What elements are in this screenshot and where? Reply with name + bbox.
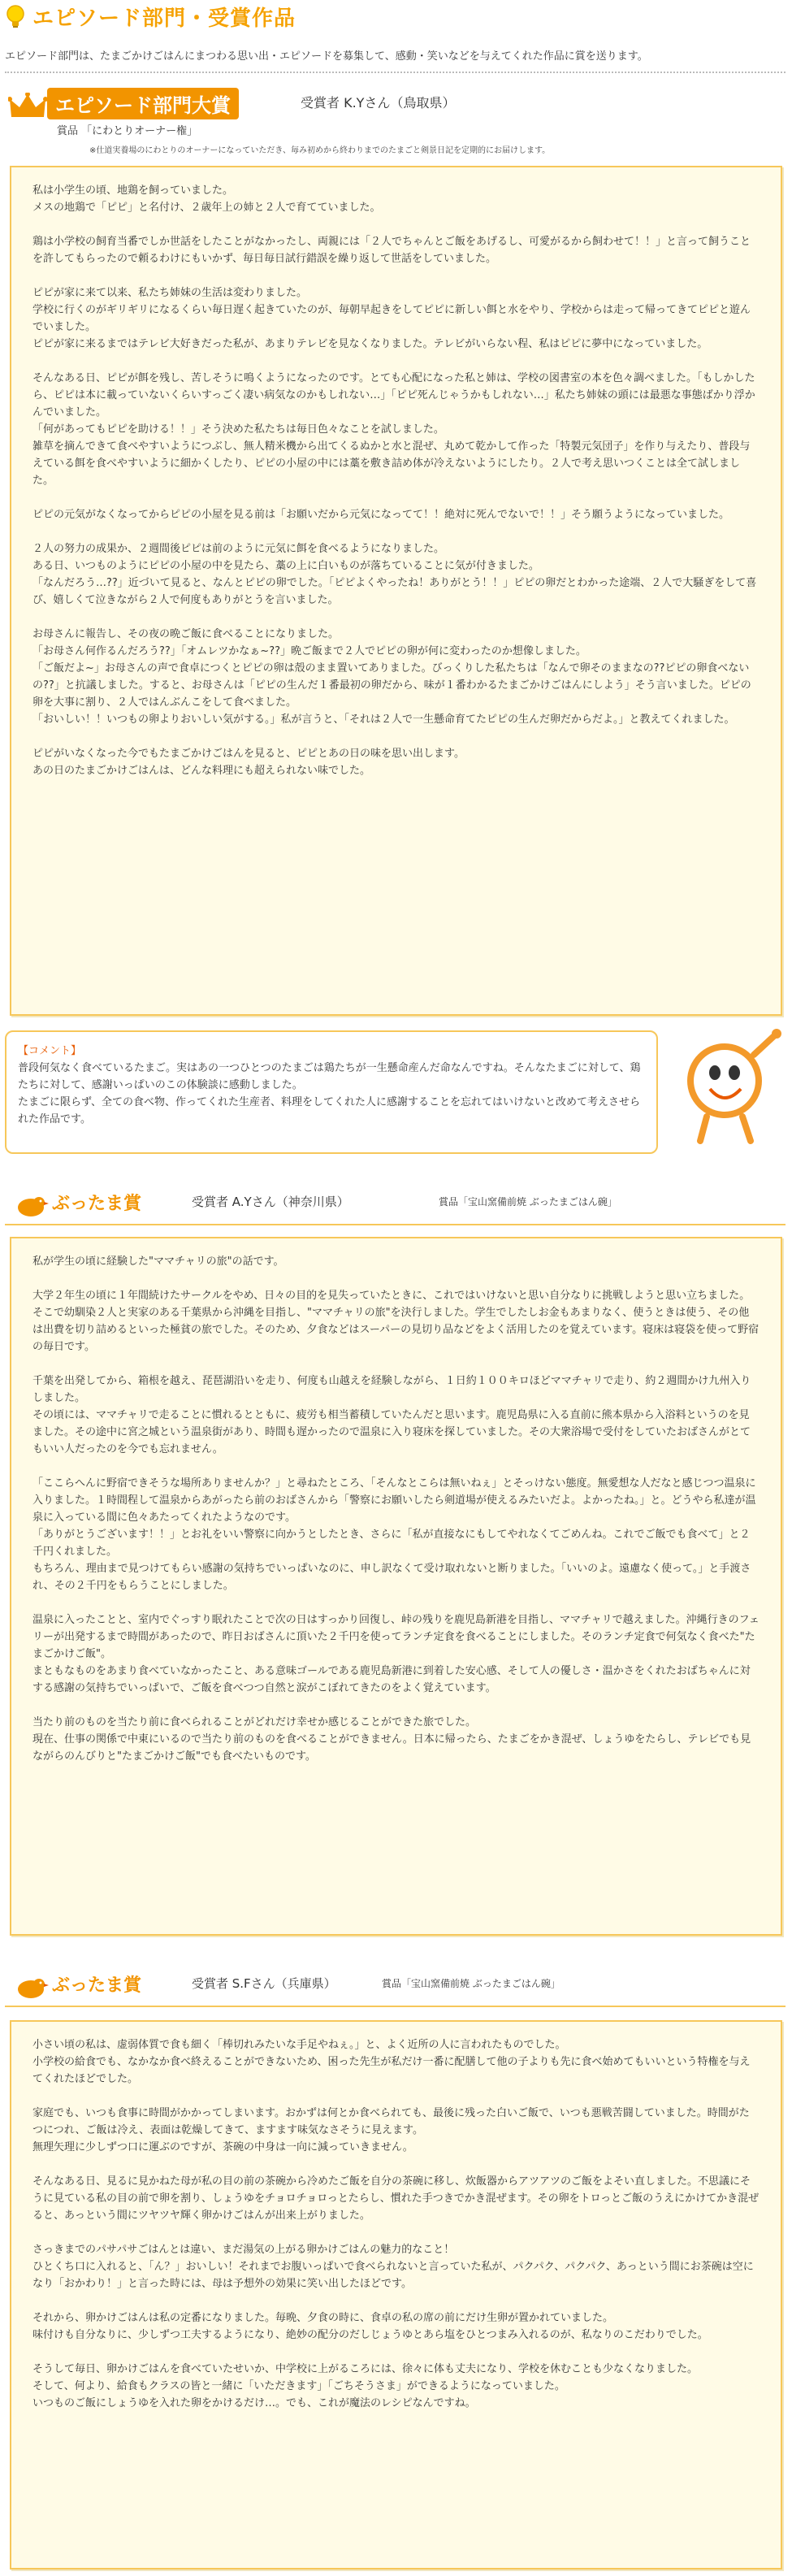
story-paragraph: 当たり前のものを当たり前に食べられることがどれだけ幸せか感じることができた旅でした。 現在、仕事の関係で中東にいるので当たり前のものを食べることができません。日本に帰ったら、たまごをかき混ぜ、しょうゆをたらし、テレビでも見ながらのんびりと"たまごかけご飯"でも食べたいものです。: [32, 1716, 751, 1763]
story-paragraph: 私は小学生の頃、地鶏を飼っていました。 メスの地鶏で「ピピ」と名付け、２歳年上の姉と２人で育てていました。: [32, 184, 381, 214]
grand-prize-note: ※仕道実養場のにわとりのオーナーになっていただき、毎み初めから終わりまでのたまごと剣景日記を定期的にお届けします。: [89, 146, 551, 155]
comment-box: [5, 1030, 658, 1154]
butta-prize-1-underline: [5, 1224, 786, 1225]
story-paragraph: そんなある日、ピピが餌を残し、苦しそうに鳴くようになったのです。とても心配になった私と姉は、学校の図書室の本を色々調べました。「もしかしたら、ピピは本に載っていないくらいすっごく凄い病気なのかもしれない…」「ピピ死んじゃうかもしれない…」私たち姉妹の頭には最悪な事態ばかり浮かんでいました。 「何があってもピピを助ける！！」そう決めた私たちは毎日色々なことを試しました。 雑草を摘んできて食べやすいようにつぶし、無人精米機から出てくるぬかと水と混ぜ、丸めて乾かして作った「特製元気団子」を作り与えたり、普段与えている餌を食べやすいように細かくしたり、ピピの小屋の中には藁を敷き詰め体が冷えないようにしたり。２人で考え思いつくことは全て試しました。: [32, 372, 755, 487]
story-paragraph: そんなある日、見るに見かねた母が私の目の前の茶碗から冷めたご飯を自分の茶碗に移し、炊飯器からアツアツのご飯をよそい直しました。不思議にそうに見ている私の目の前で卵を割り、しょうゆをチョロチョロっとたらし、慣れた手つきでかき混ぜます。その卵をトロっとご飯のうえにかけてかき混ぜると、あっという間にツヤツヤ輝く卵かけごはんが出来上がりました。: [32, 2175, 760, 2222]
story-paragraph: ピピがいなくなった今でもたまごかけごはんを見ると、ピピとあの日の味を思い出します。 あの日のたまごかけごはんは、どんな料理にも超えられない味でした。: [32, 748, 465, 777]
butta-2-story-box: [10, 2020, 782, 2569]
story-paragraph: 大学２年生の頃に１年間続けたサークルをやめ、日々の目的を見失っていたときに、これではいけないと思い自分なりに挑戦しようと思い立ちました。 そこで幼馴染２人と実家のある千葉県から沖縄を目指し、"ママチャリの旅"を決行しました。学生でしたしお金もあまりなく、使うときは使う、その他は出費を切り詰めるといった極貧の旅でした。そのため、夕食などはスーパーの見切り品などをよく活用したのを覚えています。寝床は寝袋を使って野宿の毎日です。: [32, 1290, 760, 1353]
page-lead: エピソード部門は、たまごかけごはんにまつわる思い出・エピソードを募集して、感動・笑いなどを与えてくれた作品に賞を送ります。: [5, 50, 648, 63]
butta-2-story-text: [11, 2022, 781, 2425]
story-paragraph: ピピの元気がなくなってからピピの小屋を見る前は「お願いだから元気になってて！！絶対に死んでないで！！」そう願うようになっていました。: [32, 509, 730, 521]
crown-icon: [8, 93, 47, 120]
story-paragraph: ２人の努力の成果か、２週間後ピピは前のように元気に餌を食べるようになりました。 ある日、いつものようにピピの小屋の中を見たら、藁の上に白いものが落ちていることに気が付きました。 「なんだろう…??」近づいて見ると、なんとピピの卵でした。「ピピよくやったね！ありがとう！！」ピピの卵だとわかった途端、２人で大騒ぎをして喜び、嬉しくて泣きながら２人で何度もありがとうを言いました。: [32, 543, 757, 606]
story-paragraph: 私が学生の頃に経験した"ママチャリの旅"の話です。: [32, 1255, 284, 1268]
grand-story-box: [10, 166, 782, 1016]
story-paragraph: 千葉を出発してから、箱根を越え、琵琶湖沿いを走り、何度も山越えを経験しながら、１日約１００キロほどママチャリで走り、約２週間かけ九州入りしました。 その頃には、ママチャリで走ることに慣れるとともに、疲労も相当蓄積していたんだと思います。鹿児島県に入る直前に熊本県から入浴料というのを見ました。その途中に宮之城という温泉街があり、時間も遅かったので温泉に入り寝床を探していました。その大衆浴場で受付をしていたおばさんがとてもいい人だったのを今でも忘れません。: [32, 1375, 751, 1455]
comment-label: 【コメント】: [18, 1045, 82, 1057]
butta-prize-2-winner: 受賞者 S.Fさん（兵庫県）: [192, 1976, 336, 1991]
page-header: [0, 0, 792, 33]
divider: [5, 72, 786, 73]
butta-1-story-text: [11, 1238, 781, 1778]
butta-prize-2-underline: [5, 2006, 786, 2007]
butta-1-story-box: [10, 1237, 782, 1936]
story-paragraph: さっきまでのパサパサごはんとは違い、まだ湯気の上がる卵かけごはんの魅力的なこと！ ひとくち口に入れると、「ん？」おいしい！それまでお腹いっぱいで食べられないと言っていた私が、パクパク、パクパク、あっという間にお茶碗は空になり「おかわり！」と言った時には、母は予想外の効果に笑い出したほどです。: [32, 2244, 754, 2290]
story-paragraph: 「ここらへんに野宿できそうな場所ありませんか？」と尋ねたところ、「そんなとこらは無いねぇ」とそっけない態度。無愛想な人だなと感じつつ温泉に入りました。１時間程して温泉からあがったら前のおばさんから「警察にお願いしたら剣道場が使えるみたいだよ。よかったね。」と。どうやら私達が温泉に入っている間に色々あたってくれたようなのです。 「ありがとうございます！！」とお礼をいい警察に向かうとしたとき、さらに「私が直接なにもしてやれなくてごめんね。これでご飯でも食べて」と２千円くれました。 もちろん、理由まで見つけてもらい感謝の気持ちでいっぱいなのに、申し訳なくて受け取れないと断りました。「いいのよ。遠慮なく使って。」と手渡され、その２千円をもらうことにしました。: [32, 1477, 756, 1592]
story-paragraph: 温泉に入ったことと、室内でぐっすり眠れたことで次の日はすっかり回復し、峠の残りを鹿児島新港を目指し、ママチャリで越えました。沖縄行きのフェリーが出発するまで時間があったので、昨日おばさんに頂いた２千円を使ってランチ定食を食べることにしました。そのランチ定食で何気なく食べた"たまごかけご飯"。 まともなものをあまり食べていなかったこと、ある意味ゴールである鹿児島新港に到着した安心感、そして人の優しさ・温かさをくれたおばちゃんに対する感謝の気持ちでいっぱいで、ご飯を食べつつ自然と涙がこぼれてきたのをよく覚えています。: [32, 1614, 760, 1694]
mascot-illustration: [676, 1022, 781, 1144]
story-paragraph: 家庭でも、いつも食事に時間がかかってしまいます。おかずは何とか食べられても、最後に残った白いご飯で、いつも悪戦苦闘していました。時間がたつにつれ、ご飯は冷え、表面は乾燥してきて、ますます味気なさそうに見えます。 無理矢理に少しずつ口に運ぶのですが、茶碗の中身は一向に減っていきません。: [32, 2107, 750, 2153]
story-paragraph: 小さい頃の私は、虚弱体質で食も細く「棒切れみたいな手足やねぇ。」と、よく近所の人に言われたものでした。 小学校の給食でも、なかなか食べ終えることができないため、困った先生が私だけ一番に配膳して他の子よりも先に食べ始めてもいいという特権を与えてくれたほどでした。: [32, 2039, 751, 2085]
butta-prize-1-title: ぶったま賞: [52, 1194, 142, 1214]
story-paragraph: ピピが家に来て以来、私たち姉妹の生活は変わりました。 学校に行くのがギリギリになるくらい毎日遅く起きていたのが、毎朝早起きをしてピピに新しい餌と水をやり、学校からは走って帰ってきてピピと遊んでいました。 ピピが家に来るまではテレビ大好きだった私が、あまりテレビを見なくなりました。テレビがいらない程、私はピピに夢中になっていました。: [32, 287, 751, 350]
page-title: エピソード部門・受賞作品: [32, 7, 296, 31]
lightbulb-icon: [5, 5, 26, 29]
grand-story-text: [11, 167, 781, 792]
story-paragraph: お母さんに報告し、その夜の晩ご飯に食べることになりました。 「お母さん何作るんだろう??」「オムレツかなぁ~??」晩ご飯まで２人でピピの卵が何に変わったのか想像しました。 「ご飯だよ~」お母さんの声で食卓につくとピピの卵は殻のまま置いてありました。びっくりした私たちは「なんで卵そのままなの??ピピの卵食べないの??」と抗議しました。すると、お母さんは「ピピの生んだ１番最初の卵だから、味が１番わかるたまごかけごはんにしよう」そう言いました。ピピの卵を大事に割り、２人ではんぶんこをして食べました。 「おいしい！！いつもの卵よりおいしい気がする。」私が言うと、「それは２人で一生懸命育てたピピの生んだ卵だからだよ。」と教えてくれました。: [32, 628, 751, 726]
story-paragraph: 鶏は小学校の飼育当番でしか世話をしたことがなかったし、両親には「２人でちゃんとご飯をあげるし、可愛がるから飼わせて！！」と言って飼うことを許してもらったので頼るわけにもいかず、毎日毎日試行錯誤を繰り返して世話をしていました。: [32, 236, 751, 265]
chick-icon: [16, 1193, 49, 1217]
chick-icon: [16, 1975, 49, 1999]
butta-prize-2-prize: 賞品「宝山窯備前焼 ぶったまごはん碗」: [382, 1978, 560, 1989]
butta-prize-1-prize: 賞品「宝山窯備前焼 ぶったまごはん碗」: [439, 1196, 617, 1208]
butta-prize-1-winner: 受賞者 A.Yさん（神奈川県）: [192, 1195, 349, 1209]
story-paragraph: そうして毎日、卵かけごはんを食べていたせいか、中学校に上がるころには、徐々に体も丈夫になり、学校を休むことも少なくなりました。 そして、何より、給食もクラスの皆と一緒に「いただきます」「ごちそうさま」ができるようになっていました。 いつものご飯にしょうゆを入れた卵をかけるだけ…。でも、これが魔法のレシピなんですね。: [32, 2363, 699, 2409]
grand-prize-prize: 賞品 「にわとりオーナー権」: [57, 125, 198, 137]
story-paragraph: それから、卵かけごはんは私の定番になりました。毎晩、夕食の時に、食卓の私の席の前にだけ生卵が置かれていました。 味付けも自分なりに、少しずつ工夫するようになり、絶妙の配分のだしじょうゆとあら塩をひとつまみ入れるのが、私なりのこだわりでした。: [32, 2312, 708, 2341]
butta-prize-2-title: ぶったま賞: [52, 1975, 142, 1996]
grand-prize-title: エピソード部門大賞: [47, 88, 239, 119]
comment-text: 普段何気なく食べているたまご。実はあの一つひとつのたまごは鶏たちが一生懸命産んだ命なんですね。そんなたまごに対して、鶏たちに対して、感謝いっぱいのこの体験談に感動しました。 たまごに限らず、全ての食べ物、作ってくれた生産者、料理をしてくれた人に感謝することを忘れてはいけないと改めて考えさせられた作品です。: [18, 1062, 641, 1125]
grand-prize-winner: 受賞者 K.Yさん（鳥取県）: [301, 95, 456, 111]
